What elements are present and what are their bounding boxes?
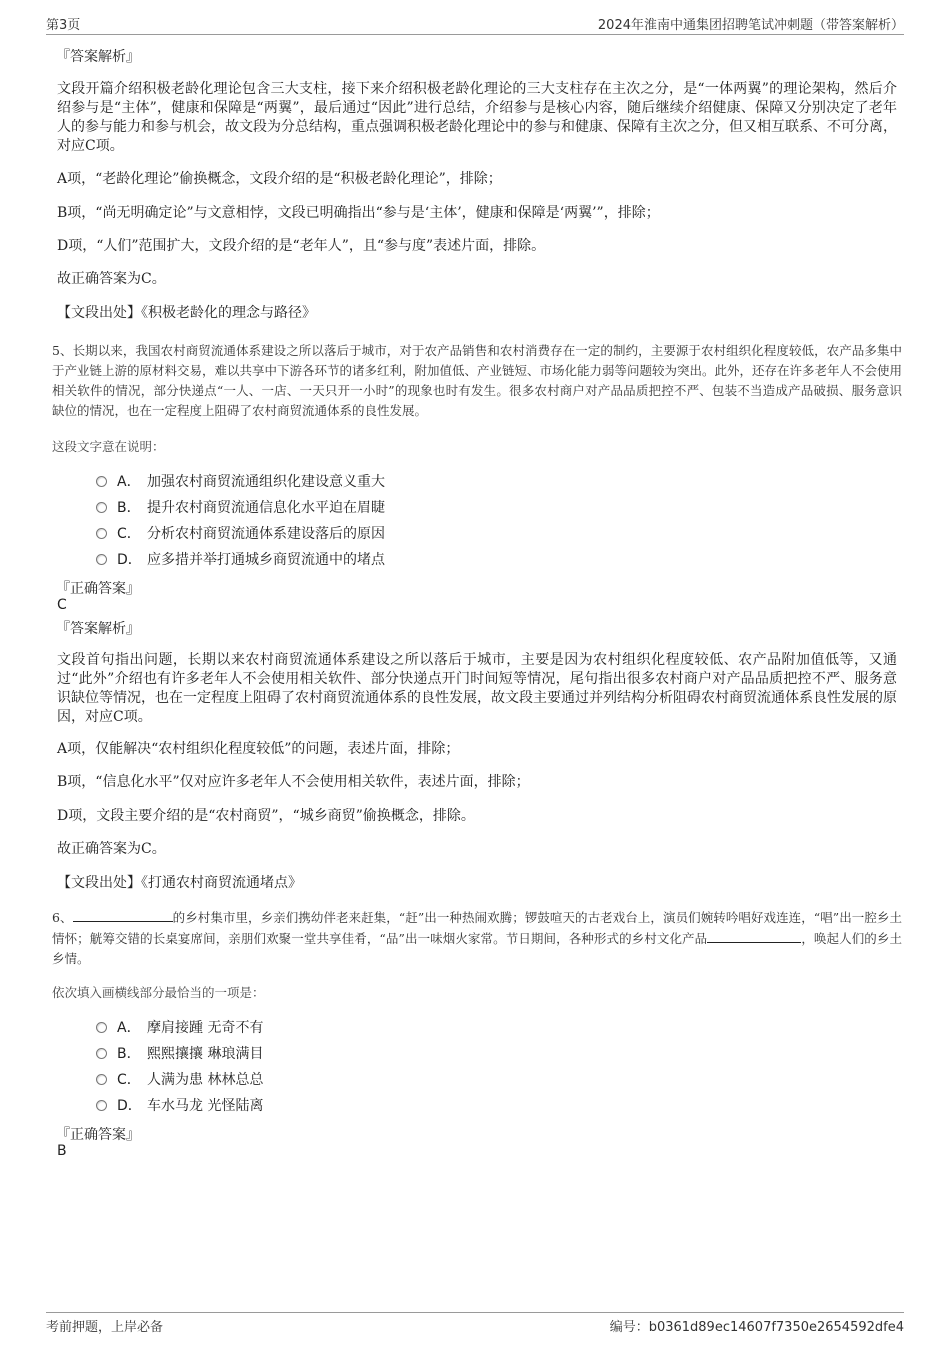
option-letter: A． xyxy=(117,474,141,490)
q4-analysis-tag: 『答案解析』 xyxy=(56,49,140,65)
option-letter: B． xyxy=(117,500,141,516)
q5-source: 【文段出处】《打通农村商贸流通堵点》 xyxy=(57,875,302,891)
radio-icon[interactable] xyxy=(96,554,107,565)
option-letter: D． xyxy=(117,1098,142,1114)
footer-slogan: 考前押题，上岸必备 xyxy=(46,1320,164,1335)
q4-source: 【文段出处】《积极老龄化的理念与路径》 xyxy=(57,305,316,321)
q4-option-d-analysis: D项，“人们”范围扩大，文段介绍的是“老年人”，且“参与度”表述片面，排除。 xyxy=(57,238,546,254)
q5-option-a[interactable] xyxy=(96,470,385,492)
q4-conclusion: 故正确答案为C。 xyxy=(57,271,166,287)
option-text: 加强农村商贸流通组织化建设意义重大 xyxy=(147,474,385,490)
q6-answer-tag: 『正确答案』 xyxy=(56,1127,140,1143)
option-letter: C． xyxy=(117,1072,141,1088)
q5-answer-tag: 『正确答案』 xyxy=(56,581,140,597)
q5-option-b-analysis: B项，“信息化水平”仅对应许多老年人不会使用相关软件，表述片面，排除； xyxy=(57,774,530,790)
page-footer xyxy=(46,1312,904,1337)
page-header xyxy=(46,14,904,35)
option-text: 摩肩接踵 无奇不有 xyxy=(147,1020,264,1036)
q5-stem: 5、长期以来，我国农村商贸流通体系建设之所以落后于城市，对于农产品销售和农村消费存在一定的制约，主要源于农村组织化程度较低，农产品多集中于产业链上游的原材料交易，难以共享中下游各环节的诸多红利，附加值低、产业链短、市场化能力弱等问题较为突出。此外，还存在许多老年人不会使用相关软件的情况，部分快递点“一人、一店、一天只开一小时”的现象也时有发生。很多农村商户对产品品质把控不严、包装不当造成产品破损、服务意识缺位的情况，也在一定程度上阻碍了农村商贸流通体系的良性发展。 xyxy=(52,343,903,418)
q6-option-b[interactable] xyxy=(96,1042,263,1064)
option-letter: A． xyxy=(117,1020,141,1036)
radio-icon[interactable] xyxy=(96,1022,107,1033)
radio-icon[interactable] xyxy=(96,528,107,539)
q5-analysis-text: 文段首句指出问题，长期以来农村商贸流通体系建设之所以落后于城市，主要是因为农村组织化程度较低、农产品附加值低等，又通过“此外”介绍也有许多老年人不会使用相关软件、部分快递点开门时间短等情况，尾句指出很多农村商户对产品品质把控不严、服务意识缺位等情况，也在一定程度上阻碍了农村商贸流通体系的良性发展，故文段主要通过并列结构分析阻碍农村商贸流通体系良性发展的原因，对应C项。 xyxy=(57,652,897,725)
radio-icon[interactable] xyxy=(96,476,107,487)
q6-stem-part1: 的乡村集市里，乡亲们携幼伴老来赶集，“赶”出一种热闹欢腾；锣鼓喧天的古老戏台上，演员们婉转吟唱好戏连连，“唱”出一腔乡土情怀；觥筹交错的长桌宴席间，亲朋们欢聚一堂共享佳肴，“品”出一味烟火家常。节日期间，各种形式的乡村文化产品 xyxy=(52,910,902,946)
option-letter: D． xyxy=(117,552,142,568)
q5-question: 这段文字意在说明： xyxy=(52,439,165,454)
option-text: 车水马龙 光怪陆离 xyxy=(147,1098,264,1114)
radio-icon[interactable] xyxy=(96,502,107,513)
radio-icon[interactable] xyxy=(96,1074,107,1085)
q6-stem-part2: ，唤起人们的乡土乡情。 xyxy=(52,931,902,966)
q5-analysis-tag: 『答案解析』 xyxy=(56,621,140,637)
option-text: 人满为患 林林总总 xyxy=(147,1072,264,1088)
q5-option-c[interactable] xyxy=(96,522,385,544)
q5-option-d-analysis: D项，文段主要介绍的是“农村商贸”，“城乡商贸”偷换概念，排除。 xyxy=(57,808,475,824)
q4-option-b-analysis: B项，“尚无明确定论”与文意相悖，文段已明确指出“参与是‘主体’，健康和保障是‘两翼’”，排除； xyxy=(57,205,660,221)
q5-option-a-analysis: A项，仅能解决“农村组织化程度较低”的问题，表述片面，排除； xyxy=(57,741,460,757)
q6-option-c[interactable] xyxy=(96,1068,263,1090)
option-text: 熙熙攘攘 琳琅满目 xyxy=(147,1046,264,1062)
fill-blank-1 xyxy=(73,907,173,922)
q5-conclusion: 故正确答案为C。 xyxy=(57,841,166,857)
q5-option-b[interactable] xyxy=(96,496,385,518)
q5-answer: C xyxy=(57,597,67,613)
q6-answer: B xyxy=(57,1143,67,1159)
document-id: 编号：b0361d89ec14607f7350e2654592dfe4 xyxy=(609,1320,904,1335)
radio-icon[interactable] xyxy=(96,1100,107,1111)
option-letter: C． xyxy=(117,526,141,542)
fill-blank-2 xyxy=(707,928,801,943)
option-text: 分析农村商贸流通体系建设落后的原因 xyxy=(147,526,385,542)
radio-icon[interactable] xyxy=(96,1048,107,1059)
q6-option-d[interactable] xyxy=(96,1094,263,1116)
q6-stem xyxy=(52,907,902,969)
q4-analysis-text: 文段开篇介绍积极老龄化理论包含三大支柱，接下来介绍积极老龄化理论的三大支柱存在主次之分，是“一体两翼”的理论架构，然后介绍参与是“主体”，健康和保障是“两翼”，最后通过“因此”进行总结，介绍参与是核心内容，随后继续介绍健康、保障又分别决定了老年人的参与能力和参与机会，故文段为分总结构，重点强调积极老龄化理论中的参与和健康、保障有主次之分，但又相互联系、不可分离，对应C项。 xyxy=(57,81,897,154)
option-letter: B． xyxy=(117,1046,141,1062)
option-text: 提升农村商贸流通信息化水平迫在眉睫 xyxy=(147,500,385,516)
option-text: 应多措并举打通城乡商贸流通中的堵点 xyxy=(147,552,385,568)
q5-option-d[interactable] xyxy=(96,548,385,570)
page-number: 第3页 xyxy=(46,18,81,33)
q6-question: 依次填入画横线部分最恰当的一项是： xyxy=(52,985,265,1000)
document-title: 2024年淮南中通集团招聘笔试冲刺题（带答案解析） xyxy=(597,18,904,33)
q6-number: 6、 xyxy=(52,910,73,925)
q6-option-a[interactable] xyxy=(96,1016,263,1038)
q4-option-a-analysis: A项，“老龄化理论”偷换概念，文段介绍的是“积极老龄化理论”，排除； xyxy=(57,171,502,187)
